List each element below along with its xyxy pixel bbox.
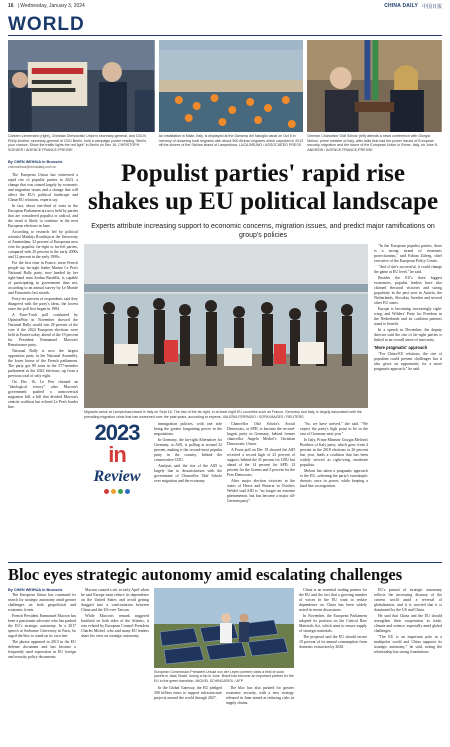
story1-deck: Experts attribute increasing support to economic concerns, migration issues, and predict major ramifications on group's policies xyxy=(91,223,435,239)
caption-migrant-installation: An installation in Milan, Italy, is displayed at the Darsena del Naviglio canal on Oct 5 in memory of drowning boat migrants with about 500 African migrants which capsized in 2013 off the shores of the Sicilian island of Lampedusa. LUCA BRUNO / ASSOCIATED PRESS xyxy=(158,134,304,147)
story2-byline: By CHEN WEIHUA in Brussels xyxy=(8,588,63,592)
masthead-chinese: 中国日报 xyxy=(421,3,442,10)
photo-campaign-poster xyxy=(8,40,155,132)
paragraph: EU's pursuit of strategic autonomy reflects the increasing disarray of the current world amid a reversal of globalization, and it is worried that it is dominated by the US and China. xyxy=(374,588,442,612)
paragraph: In Italy, Prime Minister Giorgia Meloni's Brothers of Italy party, which grew from 4 percent in the 2018 elections to 26 percent last year, leads a coalition that has been widely viewed as right-wing, moderate populists. xyxy=(300,438,368,467)
story1-mid-column-3 xyxy=(300,422,368,560)
paragraph: In a speech in December, the deputy director said the rise of far-right parties is linked to an overall sense of insecurity. xyxy=(374,328,442,342)
story2-headline-block xyxy=(8,566,442,584)
paragraph: Macron caused a stir in early April when he said Europe must reduce its dependence on the United States and avoid getting dragged into a confrontation between China and the US over Taiwan. xyxy=(81,588,149,612)
year-in-review-logo xyxy=(84,422,150,496)
paragraph: French President Emmanuel Macron has been a passionate advocate who has pushed the EU's strategic autonomy. In a 2017 speech at Sorbonne University in Paris, he urged the bloc to stand on its own feet. xyxy=(8,614,76,638)
dot xyxy=(104,489,109,494)
story1-body-mid2 xyxy=(227,422,295,504)
paragraph: immigration policies, with one side being the greater bargaining power in the negotiations. xyxy=(154,422,222,436)
paragraph: A Forsa poll on Dec 19 showed the AfD received a record high of 23 percent of support, behind the 31 percent for CDU but ahead of the 14 percent for SPD, 13 percent for the Greens and 5 percent for the Free Democrats. xyxy=(227,448,295,477)
story1-left-column xyxy=(8,160,78,560)
section-divider xyxy=(8,562,442,563)
story2-body-2 xyxy=(81,588,149,639)
story1-email[interactable]: chenweihua@chinadaily.com.cn xyxy=(8,165,57,169)
story1-body-mid1 xyxy=(154,422,222,484)
caption-news-conference: German Chancellor Olaf Scholz (left) attends a news conference with Giorgia Meloni, prime minister of Italy, after talks that had the power issues of European security, migration and the future of the European Union in Rome, Italy, on June 8. ANDREW / AGENCE FRANCE-PRESSE xyxy=(307,134,438,152)
dot xyxy=(125,489,130,494)
paragraph: Analysts said the rise of the AfD is largely due to dissatisfaction with the government of Chancellor Olaf Scholz over migration and the economy. xyxy=(154,464,222,483)
story1-body-mid3 xyxy=(300,422,368,489)
story2-body-3 xyxy=(299,588,367,650)
paragraph: The proposal said the EU should secure 10 percent of its annual consumption from domestic extraction by 2030. xyxy=(299,635,367,649)
paragraph: National Rally is now the largest opposition party in the National Assembly, the lower house of the French parliament. The party got 89 seats in the 577-member parliament in the 2022 elections, up from a previous total of only eight. xyxy=(8,349,78,378)
story2-column-3 xyxy=(299,588,367,740)
story1-headline: Populist parties' rapid rise shakes up EU political landscape xyxy=(87,160,439,215)
story1-body-left xyxy=(8,173,78,410)
section-header xyxy=(8,14,442,36)
story2-headline: Bloc eyes strategic autonomy amid escalating challenges xyxy=(8,565,403,584)
review-in: in xyxy=(108,442,126,467)
story2-column-2 xyxy=(81,588,149,740)
review-dots xyxy=(84,489,150,494)
story1-mid-column-2 xyxy=(227,422,295,560)
masthead: CHINA DAILY xyxy=(384,3,418,9)
review-year xyxy=(84,422,150,466)
paragraph: According to research led by political scientist Matthijs Rooduijn at the University of Amsterdam, 32 percent of Europeans now vote for populist, far-right or far-left parties, compared with 20 percent in the early 2000s and 12 percent in the early 1990s. xyxy=(8,230,78,259)
paragraph: For the first time in France, more French people say far-right leader Marine Le Pen's National Rally party, now headed by her right-hand man Jordan Bardella, is capable of participating in government than not, according to an annual survey by Le Monde and Franceinfo last month. xyxy=(8,261,78,295)
story1-right-column xyxy=(374,244,442,560)
section-title: WORLD xyxy=(8,14,85,35)
photo-migrants-lampedusa xyxy=(84,244,368,408)
paragraph: "For China-EU relations, the rise of populism could present challenges but it also gives an opportunity for a more pragmatic approach," he said. xyxy=(374,352,442,371)
paragraph: Europe is becoming increasingly right-wing, and Wilders' Party for Freedom in the Netherlands and its coalition partners stand to benefit. xyxy=(374,307,442,326)
review-year-number: 2023 xyxy=(94,420,140,445)
paragraph: In Germany, the far-right Alternative for Germany, or AfD, is polling at around 22 percent, making it the second-most popular party in the country, behind the conservative CDU. xyxy=(154,438,222,462)
page-header-bar xyxy=(0,0,450,12)
paragraph: The bloc has also pushed for greater economic security, with a new strategy released in June aimed at reducing risks in supply chains. xyxy=(226,686,294,706)
photo-solar-panels xyxy=(154,588,294,668)
story1-headline-block xyxy=(84,160,442,216)
dot xyxy=(111,489,116,494)
page-number: 16 xyxy=(8,3,14,9)
issue-date: | Wednesday, January 3, 2024 xyxy=(17,3,85,9)
paragraph: Chancellor Olaf Scholz's Social Democrats, or SPD, to become the second-largest party in Germany, behind former chancellor Angela Merkel's Christian Democratic Union. xyxy=(227,422,295,446)
paragraph: The European Union has continued its search for strategic autonomy amid greater challenges on both geopolitical and economic fronts. xyxy=(8,593,76,612)
paragraph: "In the European populist parties, there is a strong strand of economic protectionism," said Fabian Zuleeg, chief executive of the European Policy Centre. xyxy=(374,244,442,263)
paragraph: "The EU is an important pole in a multipolar world and China supports its strategic autonomy," he said, noting the relationship has strong foundations. xyxy=(374,635,442,654)
paragraph: In the Global Gateway, the EU pledged 300 billion euros to support infrastructure projects around the world through 2027. xyxy=(154,686,222,701)
story2-body-under-2 xyxy=(226,686,294,746)
story2-column-1 xyxy=(8,588,76,740)
story2-under-photo xyxy=(154,686,294,746)
paragraph: China is an essential trading partner for the EU and the fact that a growing number of voices in the EU want to reduce dependence on China has been widely noted in recent discussions. xyxy=(299,588,367,612)
paragraph: The phrase appeared in 2013 in the EU defense document and has become a frequently used expression in EU foreign and security policy documents. xyxy=(8,640,76,659)
story1-body-right xyxy=(374,244,442,372)
story1-mid-column-1 xyxy=(154,422,222,560)
story1-byline: By CHEN WEIHUA in Brussels xyxy=(8,160,63,164)
paragraph: While Macron's remark triggered backlash on both sides of the Atlantic, it was echoed by European Council President Charles Michel, who said many EU leaders share his view on strategic autonomy. xyxy=(81,614,149,638)
paragraph: The European Union has witnessed a rapid rise of populist parties in 2023, a change that was caused largely by economic and migration issues and a change that will affect the EU's political landscape and China-EU relations, experts say. xyxy=(8,173,78,202)
paragraph: "And if she's successful, it could change the game at EU level," he said. xyxy=(374,265,442,274)
story2-column-4 xyxy=(374,588,442,740)
story2-photo-block xyxy=(154,588,294,746)
caption-campaign-poster: Carsten Linnemann (right), Christian Democratic Union's secretary-general, and CDU's Philip Amthor, secretary-general of CDU Berlin, hold a campaign poster reading "Berlin, your chance. Show the traffic lights the red light" in Berlin on Dec 16. CHRISTOPH SOEDER / AGENCE FRANCE-PRESSE xyxy=(8,134,147,152)
review-label: Review xyxy=(93,468,141,485)
caption-solar-panels: European Commission President Ursula von der Leyen (center) visits a field of solar panels in Jatai, Brazil, during a trip in June. Brazil has become an important partner for the EU in the green transition. MIGUEL SCHINCARIOL / AFP xyxy=(154,670,294,683)
paragraph: After major election victories in the states of Hesse and Bavaria in October, Weidel said AfD is "no longer an extreme phenomenon, but has become a major all-German party". xyxy=(227,479,295,503)
paragraph: Forty-six percent of respondents said they disagreed with the party's ideas, the lowest since the poll first began in 1984. xyxy=(8,297,78,311)
paragraph: "So, we have arrived," she said. "We expect the party's high point to be in the east of Germany next year." xyxy=(300,422,368,436)
dot xyxy=(118,489,123,494)
photo-migrant-installation xyxy=(159,40,304,132)
caption-migrants-lampedusa: Migrants arrive at Lampedusa island in Italy on Sept 16. The rise of the far right, in at least eight EU countries such as France, Germany and Italy, is largely associated with the prevailing migration crisis that has worsened over the past years, according to experts. VALERIA FERRARO / SOPA IMAGES / REUTERS xyxy=(84,410,362,419)
paragraph: Meloni has taken a pragmatic approach to the EU, softening the party's euroskeptic rhetoric once in power, while keeping a hard line on migration. xyxy=(300,469,368,488)
paragraph: On Dec 16, Le Pen claimed an "ideological victory" after Macron's government pushed a controversial migration bill, a bill that divided Macron's centrist coalition but echoed Le Pen's harder line. xyxy=(8,380,78,409)
paragraph: In November, the European Parliament adopted its position on the Critical Raw Materials Act, which aims to ensure supply of strategic materials. xyxy=(299,614,367,633)
subheading: 'More pragmatic' approach xyxy=(374,345,428,350)
story2-body-4 xyxy=(374,588,442,655)
paragraph: A Euro-Track poll conducted by OpinionWay in November showed the National Rally would win 28 percent of the vote if the 2024 European elections were held in France today, ahead of the 19 percent for President Emmanuel Macron's Renaissance party. xyxy=(8,313,78,347)
top-photo-row xyxy=(8,40,442,132)
paragraph: He said that China and the EU should strengthen their cooperation in trade, climate and science, especially amid global challenges. xyxy=(374,614,442,633)
photo-news-conference xyxy=(307,40,442,132)
paragraph: Besides the EU's three biggest economies, populist leaders have also claimed electoral victories and strong popularity in the past year in Austria, the Netherlands, Slovakia, Sweden and several other EU states. xyxy=(374,276,442,305)
top-photo-captions xyxy=(8,134,442,160)
paragraph: In fact, about one-third of seats in the European Parliament are now held by parties that are considered populist or radical, and the trend is likely to continue in the next European elections in June. xyxy=(8,204,78,228)
story2-body-under-1 xyxy=(154,686,222,746)
story2-body-1 xyxy=(8,593,76,660)
